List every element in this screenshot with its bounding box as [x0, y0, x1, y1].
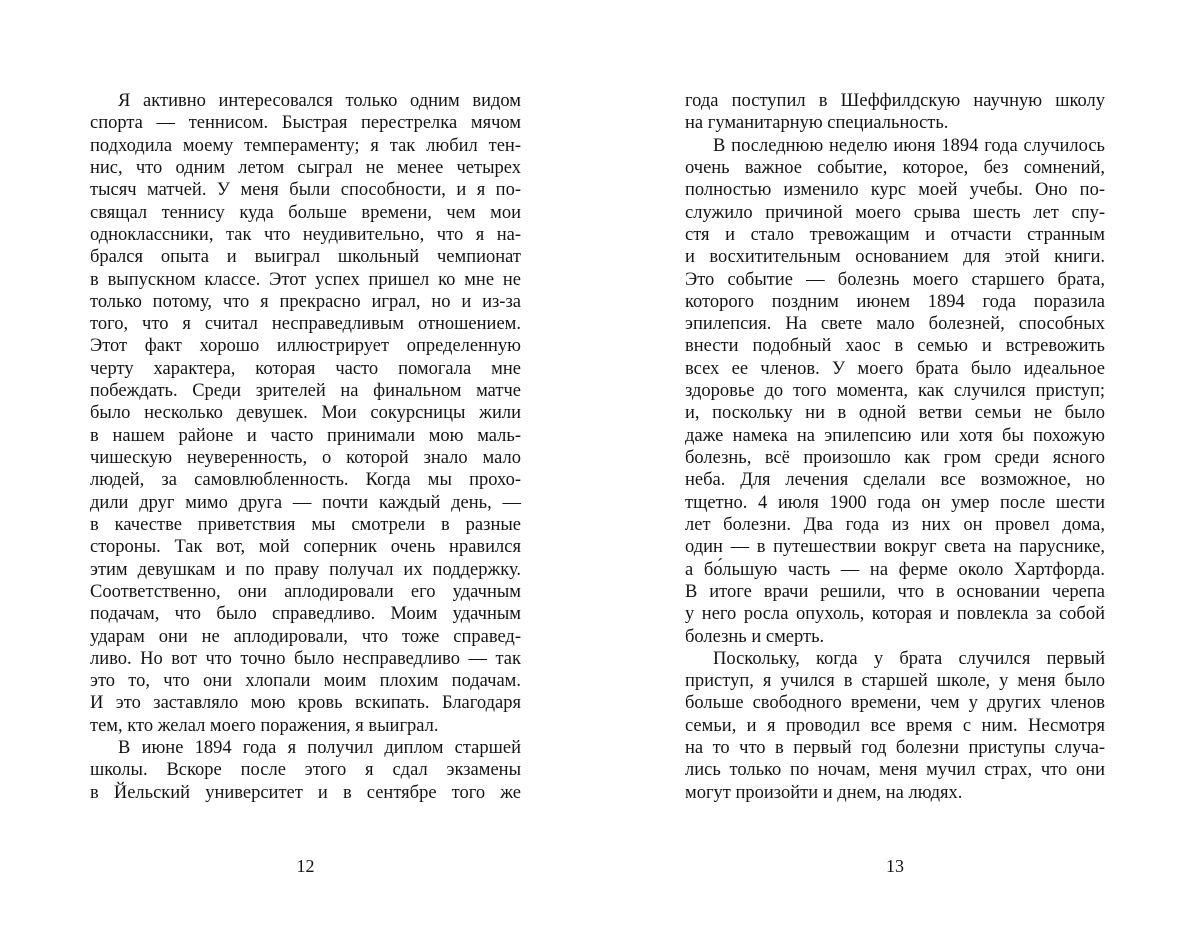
- text-line: В последнюю неделю июня 1894 года случилось: [713, 135, 1105, 156]
- page-right: [685, 0, 1105, 937]
- text-line: у него росла опухоль, которая и повлекла за собой: [685, 604, 1105, 625]
- text-line: тем, кто желал моего поражения, я выиграл.: [90, 715, 439, 736]
- text-line: дили друг мимо друга — почти каждый день, —: [90, 492, 521, 513]
- text-column: [685, 90, 1105, 804]
- text-line: того, что я считал несправедливым отношением.: [90, 314, 521, 335]
- text-line: в выпускном классе. Этот успех пришел ко мне не: [90, 269, 521, 290]
- text-line: Соответственно, они аплодировали его удачным: [90, 581, 521, 602]
- text-line: стя и стало тревожащим и отчасти странным: [685, 224, 1105, 245]
- text-line: брался опыта и выиграл школьный чемпионат: [90, 247, 521, 268]
- text-line: ударам они не аплодировали, что тоже справед-: [90, 626, 521, 647]
- text-line: в Йельский университет и в сентябре того же: [90, 782, 521, 803]
- text-line: болезнь, всё произошло как гром среди ясного: [685, 448, 1105, 468]
- text-line: больше свободного времени, чем у других членов: [685, 693, 1105, 714]
- text-line: очень важное событие, которое, без сомнений,: [685, 157, 1105, 178]
- text-line: приступ, я учился в старшей школе, у меня было: [685, 671, 1105, 692]
- text-line: на гуманитарную специальность.: [685, 113, 949, 134]
- text-line: эпилепсия. На свете мало болезней, способных: [685, 314, 1105, 335]
- text-line: людей, за самовлюбленность. Когда мы прохо-: [90, 470, 521, 491]
- text-line: только потому, что я прекрасно играл, но и из-за: [90, 291, 521, 312]
- text-line: Это событие — болезнь моего старшего брата,: [685, 269, 1105, 290]
- text-line: и восхитительным основанием для этой книги.: [685, 247, 1105, 268]
- text-line: нис, что одним летом сыграл не менее четырех: [90, 157, 521, 178]
- page-number: 12: [296, 856, 315, 876]
- text-line: свящал теннису куда больше времени, чем мои: [90, 202, 521, 223]
- text-line: было несколько девушек. Мои сокурсницы жили: [90, 403, 521, 424]
- text-line: И это заставляло мою кровь вскипать. Благодаря: [90, 693, 521, 714]
- text-line: Поскольку, когда у брата случился первый: [713, 648, 1105, 669]
- text-line: ливо. Но вот что точно было несправедливо — так: [90, 648, 521, 669]
- text-line: года поступил в Шеффилдскую научную школу: [685, 91, 1105, 111]
- text-line: болезнь и смерть.: [685, 626, 825, 647]
- text-line: один — в путешествии вокруг света на паруснике,: [685, 537, 1105, 558]
- text-line: В итоге врачи решили, что в основании черепа: [685, 581, 1105, 602]
- text-line: семьи, и я проводил все время с ним. Несмотря: [685, 715, 1105, 736]
- text-line: одноклассники, так что неудивительно, что я на-: [90, 224, 521, 245]
- text-line: стороны. Так вот, мой соперник очень нравился: [90, 537, 521, 558]
- text-line: это то, что они хлопали моим плохим подачам.: [90, 671, 521, 692]
- text-line: могут произойти и днем, на людях.: [685, 782, 963, 803]
- text-line: чишескую неуверенность, о которой знало мало: [90, 448, 521, 468]
- text-line: подходила моему темпераменту; я так любил тен-: [90, 135, 521, 156]
- text-line: в нашем районе и часто принимали мою маль-: [90, 425, 521, 446]
- text-column: [90, 90, 521, 804]
- text-line: даже намека на эпилепсию или хотя бы похожую: [685, 425, 1105, 446]
- text-line: черту характера, которая часто помогала мне: [90, 358, 521, 379]
- text-line: а бо́льшую часть — на ферме около Хартфорда.: [685, 559, 1105, 580]
- text-line: в качестве приветствия мы смотрели в разные: [90, 514, 521, 535]
- text-line: всех ее членов. У моего брата было идеальное: [685, 358, 1105, 379]
- page-number: 13: [886, 856, 904, 876]
- text-line: лет болезни. Два года из них он провел дома,: [685, 514, 1105, 535]
- text-line: тысяч матчей. У меня были способности, и я по-: [90, 180, 521, 201]
- text-line: побеждать. Среди зрителей на финальном матче: [90, 381, 521, 402]
- text-line: Я активно интересовался только одним видом: [118, 91, 521, 111]
- text-line: школы. Вскоре после этого я сдал экзамены: [90, 760, 521, 781]
- text-line: полностью изменило курс моей учебы. Оно по-: [685, 180, 1105, 201]
- text-line: здоровье до того момента, как случился приступ;: [685, 381, 1105, 402]
- text-line: подачам, что было справедливо. Моим удачным: [90, 604, 521, 625]
- text-line: и, поскольку ни в одной ветви семьи не было: [685, 403, 1105, 424]
- page-left: [90, 0, 521, 937]
- text-line: Этот факт хорошо иллюстрирует определенную: [90, 336, 521, 357]
- text-line: неба. Для лечения сделали все возможное, но: [685, 470, 1105, 491]
- text-line: В июне 1894 года я получил диплом старшей: [118, 738, 521, 759]
- text-line: внести подобный хаос в семью и встревожить: [685, 336, 1105, 357]
- text-line: которого поздним июнем 1894 года поразила: [685, 291, 1105, 312]
- text-line: на то что в первый год болезни приступы случа-: [685, 738, 1105, 759]
- text-line: тщетно. 4 июля 1900 года он умер после шести: [685, 492, 1105, 513]
- text-line: лись только по ночам, меня мучил страх, что они: [685, 760, 1105, 781]
- text-line: спорта — теннисом. Быстрая перестрелка мячом: [90, 113, 521, 134]
- text-line: служило причиной моего срыва шесть лет спу-: [685, 202, 1105, 223]
- text-line: этим девушкам и по праву получал их поддержку.: [90, 559, 521, 580]
